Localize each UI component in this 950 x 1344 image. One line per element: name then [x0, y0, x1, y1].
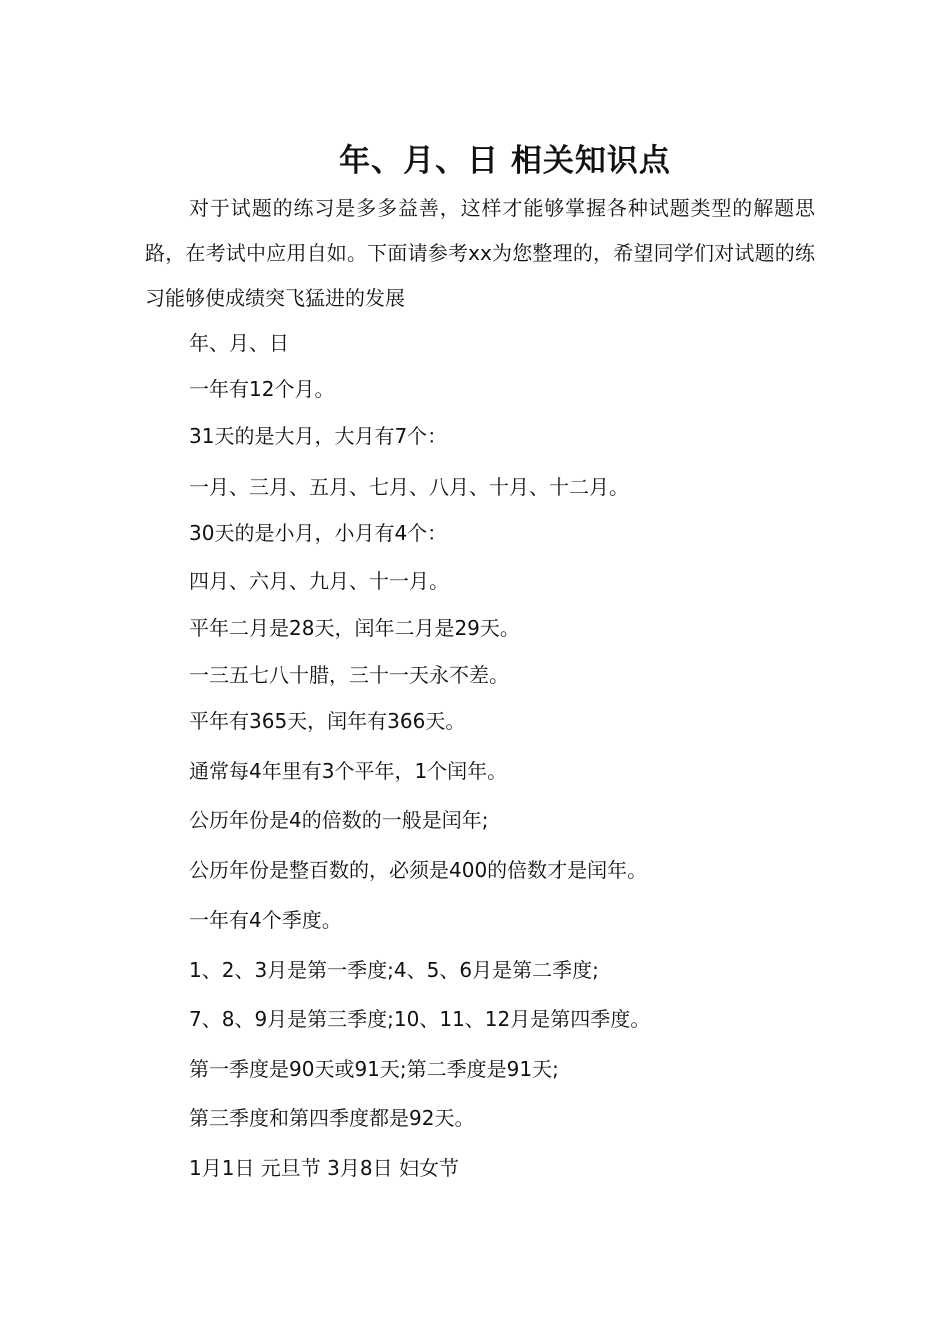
- body-line: 31天的是大月，大月有7个：: [189, 424, 448, 448]
- body-line: 公历年份是4的倍数的一般是闰年;: [189, 808, 489, 832]
- body-line: 30天的是小月，小月有4个：: [189, 521, 448, 545]
- body-line: 平年有365天，闰年有366天。: [189, 709, 466, 733]
- body-line: 一月、三月、五月、七月、八月、十月、十二月。: [189, 475, 629, 499]
- body-line: 四月、六月、九月、十一月。: [189, 569, 449, 593]
- page-title: 年、月、日 相关知识点: [339, 142, 671, 179]
- body-line: 一三五七八十腊，三十一天永不差。: [189, 663, 509, 687]
- body-line: 1、2、3月是第一季度;4、5、6月是第二季度;: [189, 958, 599, 982]
- body-line: 年、月、日: [189, 331, 289, 355]
- intro-paragraph: 对于试题的练习是多多益善，这样才能够掌握各种试题类型的解题思路，在考试中应用自如。下面请参考xx为您整理的，希望同学们对试题的练习能够使成绩突飞猛进的发展: [145, 196, 815, 310]
- body-line: 通常每4年里有3个平年，1个闰年。: [189, 759, 508, 783]
- body-line: 1月1日 元旦节 3月8日 妇女节: [189, 1156, 459, 1180]
- body-line: 第三季度和第四季度都是92天。: [189, 1106, 475, 1130]
- body-line: 一年有12个月。: [189, 377, 335, 401]
- body-line: 第一季度是90天或91天;第二季度是91天;: [189, 1057, 559, 1081]
- body-line: 一年有4个季度。: [189, 908, 342, 932]
- body-line: 7、8、9月是第三季度;10、11、12月是第四季度。: [189, 1007, 651, 1031]
- body-line: 平年二月是28天，闰年二月是29天。: [189, 616, 520, 640]
- body-line: 公历年份是整百数的，必须是400的倍数才是闰年。: [189, 858, 648, 882]
